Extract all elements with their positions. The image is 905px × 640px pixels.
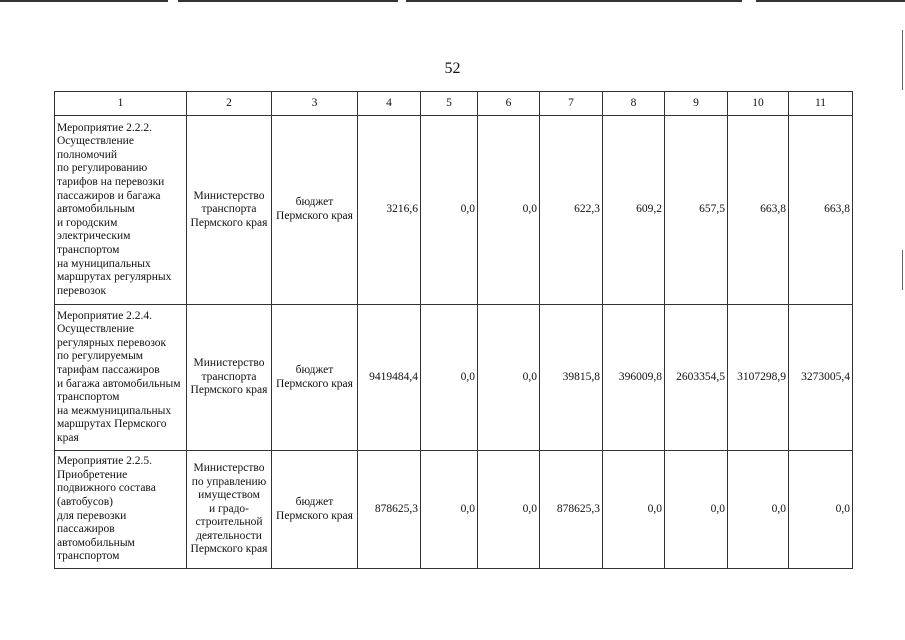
value-cell: 9419484,4 xyxy=(358,305,421,451)
scan-top-edge-line xyxy=(0,0,905,2)
table-header-row xyxy=(55,92,853,116)
value-cell: 3107298,9 xyxy=(728,305,789,451)
funding-source-cell: бюджет Пермского края xyxy=(272,305,358,451)
responsible-org-cell: Министерство транспорта Пермского края xyxy=(187,305,272,451)
value-cell: 0,0 xyxy=(478,305,540,451)
column-header: 5 xyxy=(421,92,478,116)
column-header: 11 xyxy=(789,92,853,116)
value-cell: 396009,8 xyxy=(603,305,665,451)
column-header: 1 xyxy=(55,92,187,116)
measure-name-cell: Мероприятие 2.2.5. Приобретение подвижного состава (автобусов) для перевозки пассажиров автомобильным транспортом xyxy=(55,451,187,569)
table-row xyxy=(55,451,853,569)
value-cell: 663,8 xyxy=(789,116,853,305)
column-header: 6 xyxy=(478,92,540,116)
value-cell: 0,0 xyxy=(421,451,478,569)
value-cell: 657,5 xyxy=(665,116,728,305)
value-cell: 3216,6 xyxy=(358,116,421,305)
scan-right-edge xyxy=(899,0,905,640)
funding-source-cell: бюджет Пермского края xyxy=(272,451,358,569)
value-cell: 0,0 xyxy=(421,305,478,451)
column-header: 4 xyxy=(358,92,421,116)
value-cell: 0,0 xyxy=(478,116,540,305)
page-number: 52 xyxy=(444,60,461,77)
measure-name-cell: Мероприятие 2.2.4. Осуществление регулярных перевозок по регулируемым тарифам пассажиров и багажа автомобильным транспортом на межмуниципальных маршрутах Пермского края xyxy=(55,305,187,451)
scan-top-edge-gap xyxy=(398,0,406,3)
scan-top-edge-gap xyxy=(742,0,756,3)
value-cell: 878625,3 xyxy=(358,451,421,569)
value-cell: 0,0 xyxy=(789,451,853,569)
column-header: 10 xyxy=(728,92,789,116)
column-header: 9 xyxy=(665,92,728,116)
value-cell: 39815,8 xyxy=(540,305,603,451)
column-header: 8 xyxy=(603,92,665,116)
value-cell: 0,0 xyxy=(665,451,728,569)
value-cell: 663,8 xyxy=(728,116,789,305)
table-row xyxy=(55,116,853,305)
value-cell: 622,3 xyxy=(540,116,603,305)
responsible-org-cell: Министерство по управлению имуществом и градо- строительной деятельности Пермского края xyxy=(187,451,272,569)
column-header: 2 xyxy=(187,92,272,116)
column-header: 3 xyxy=(272,92,358,116)
value-cell: 609,2 xyxy=(603,116,665,305)
value-cell: 878625,3 xyxy=(540,451,603,569)
responsible-org-cell: Министерство транспорта Пермского края xyxy=(187,116,272,305)
scan-top-edge-gap xyxy=(168,0,178,3)
column-header: 7 xyxy=(540,92,603,116)
value-cell: 0,0 xyxy=(421,116,478,305)
value-cell: 2603354,5 xyxy=(665,305,728,451)
funding-table xyxy=(54,91,853,569)
measure-name-cell: Мероприятие 2.2.2. Осуществление полномочий по регулированию тарифов на перевозки пассажиров и багажа автомобильным и городским электрическим транспортом на муниципальных маршрутах регулярных перевозок xyxy=(55,116,187,305)
value-cell: 3273005,4 xyxy=(789,305,853,451)
value-cell: 0,0 xyxy=(603,451,665,569)
value-cell: 0,0 xyxy=(478,451,540,569)
funding-source-cell: бюджет Пермского края xyxy=(272,116,358,305)
value-cell: 0,0 xyxy=(728,451,789,569)
table-row xyxy=(55,305,853,451)
